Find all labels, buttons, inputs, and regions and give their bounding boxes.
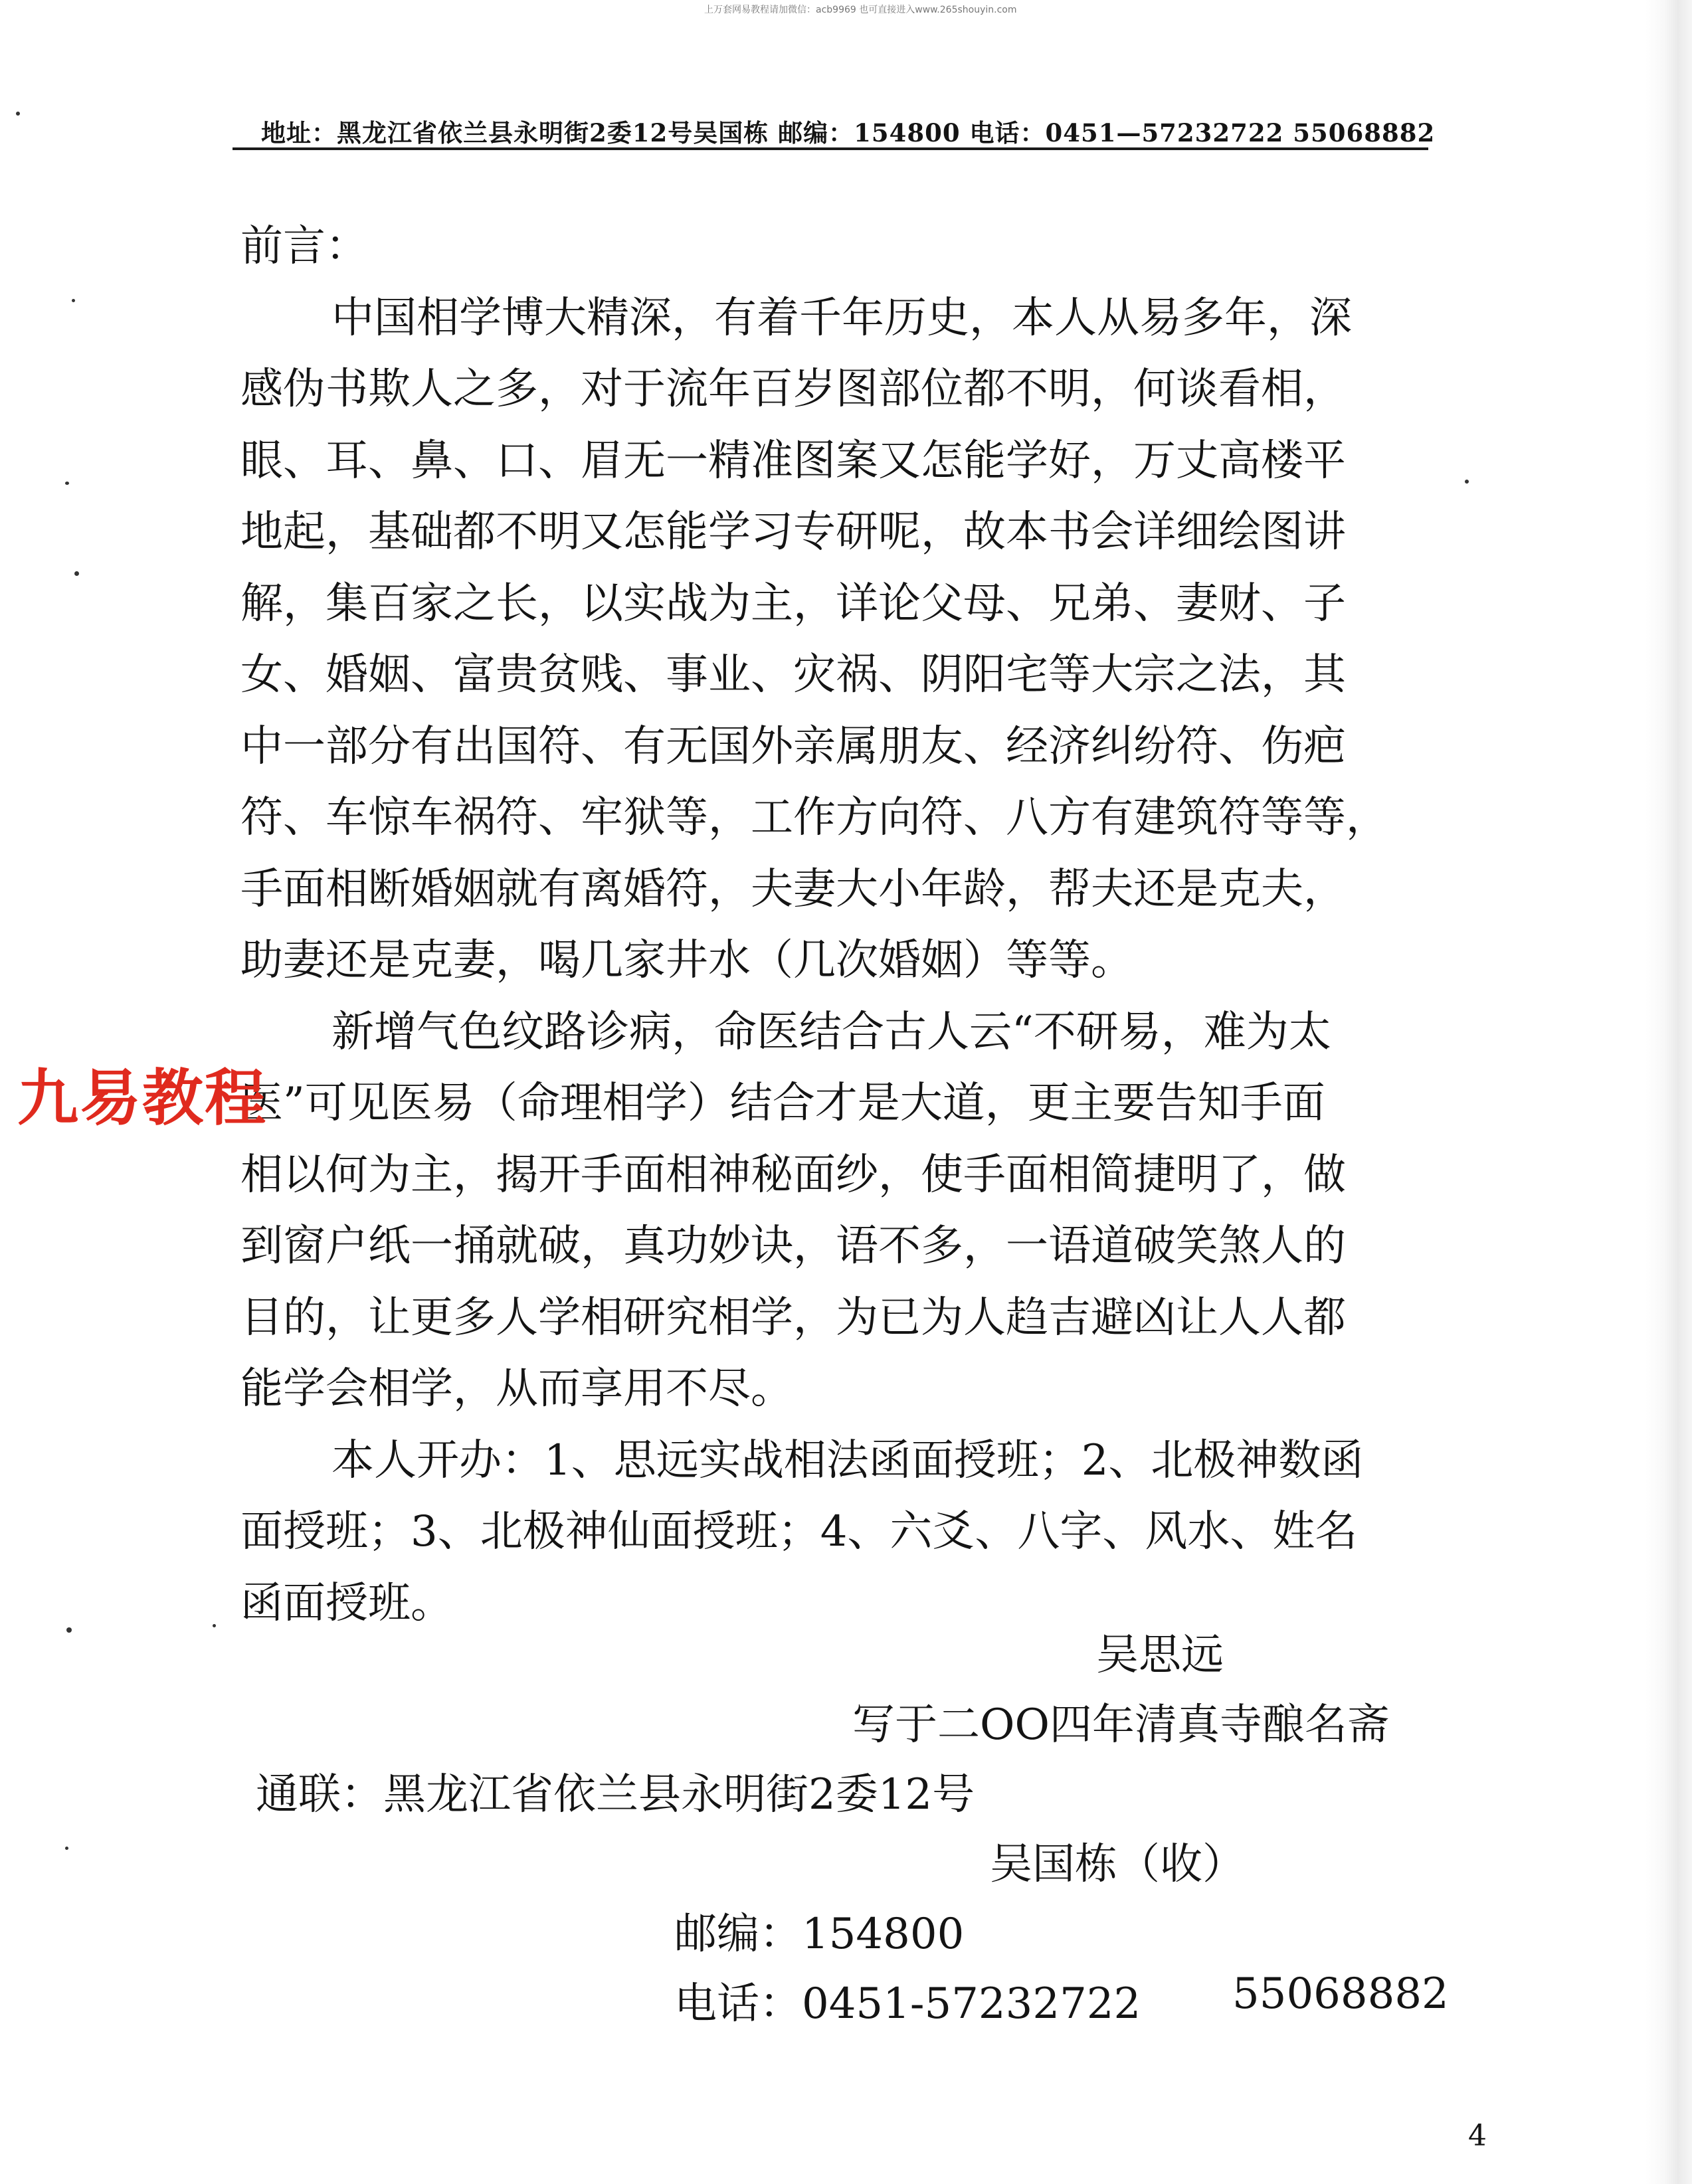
scan-speck [74,571,79,576]
contact-phone: 电话：0451-57232722 [674,1979,1141,2029]
scan-speck [72,299,75,302]
preface-heading: 前言： [240,222,368,271]
paragraph-1-line: 助妻还是克妻，喝几家井水（几次婚姻）等等。 [240,936,1133,985]
contact-postcode: 邮编：154800 [674,1910,965,1959]
paragraph-2 [240,997,1436,1425]
page-header-address: 地址：黑龙江省依兰县永明街2委12号吴国栋 邮编：154800 电话：0451—57232722 55068882 [261,118,1436,147]
paragraph-2-line: 目的，让更多人学相研究相学，为已为人趋吉避凶让人人都 [240,1293,1346,1342]
paragraph-1-line: 中国相学博大精深，有着千年历史，本人从易多年，深 [331,293,1352,343]
watermark-logo: 九易教程 [17,1063,268,1134]
top-note: 上万套网易教程请加微信：acb9969 也可直接进入www.265shouyin.com [704,5,1017,15]
scan-speck [213,1624,216,1627]
paragraph-2-line: 医”可见医易（命理相学）结合才是大道，更主要告知手面 [240,1079,1325,1128]
scan-speck [66,1627,72,1633]
paragraph-2-line: 到窗户纸一捅就破，真功妙诀，语不多，一语道破笑煞人的 [240,1222,1346,1271]
contact-address: 通联：黑龙江省依兰县永明街2委12号 [256,1770,975,1819]
paragraph-2-line: 能学会相学，从而享用不尽。 [240,1364,793,1413]
paragraph-1-line: 解，集百家之长，以实战为主，详论父母、兄弟、妻财、子 [240,579,1346,628]
paragraph-3-line: 本人开办：1、思远实战相法函面授班；2、北极神数函 [331,1435,1364,1485]
paragraph-1-line: 感伪书欺人之多，对于流年百岁图部位都不明，何谈看相， [240,365,1346,414]
header-rule [233,147,1428,150]
paragraph-3-line: 函面授班。 [240,1578,453,1628]
scan-speck [65,482,69,485]
paragraph-3-line: 面授班；3、北极神仙面授班；4、六爻、八字、风水、姓名 [240,1507,1358,1556]
paragraph-1-line: 手面相断婚姻就有离婚符，夫妻大小年龄，帮夫还是克夫， [240,864,1346,914]
paragraph-1-line: 符、车惊车祸符、牢狱等，工作方向符、八方有建筑符等等， [240,793,1388,842]
contact-recipient: 吴国栋（收） [990,1840,1245,1889]
scan-edge-shadow [1645,0,1692,2184]
signature-name: 吴思远 [1096,1631,1224,1680]
paragraph-1 [240,283,1436,997]
paragraph-2-line: 相以何为主，揭开手面相神秘面纱，使手面相简捷明了，做 [240,1150,1346,1200]
paragraph-3 [240,1425,1436,1640]
paragraph-1-line: 地起，基础都不明又怎能学习专研呢，故本书会详细绘图讲 [240,507,1346,557]
paragraph-1-line: 眼、耳、鼻、口、眉无一精准图案又怎能学好，万丈高楼平 [240,436,1346,486]
contact-phone-2: 55068882 [1232,1969,1449,2019]
signature-place: 写于二OO四年清真寺酿名斋 [852,1700,1390,1750]
page-number: 4 [1468,2119,1487,2153]
scan-speck [65,1847,68,1850]
paragraph-2-line: 新增气色纹路诊病，命医结合古人云“不研易，难为太 [331,1007,1331,1057]
preface-body [240,211,1436,1639]
scan-speck [1465,480,1469,484]
paragraph-1-line: 中一部分有出国符、有无国外亲属朋友、经济纠纷符、伤疤 [240,721,1346,771]
scan-speck [16,112,20,116]
paragraph-1-line: 女、婚姻、富贵贫贱、事业、灾祸、阴阳宅等大宗之法，其 [240,650,1346,699]
